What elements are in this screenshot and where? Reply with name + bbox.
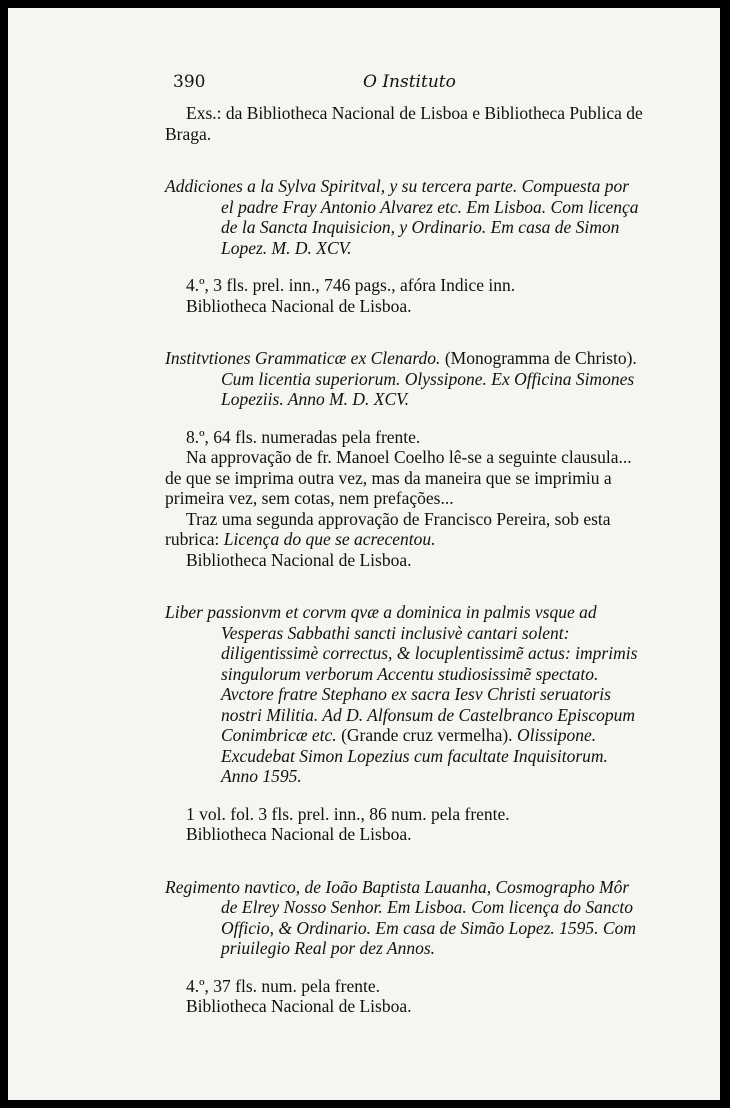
entry-title-italic: Olissipone. Excudebat Simon Lopezius cum facultate Inquisitorum. Anno 1595. <box>221 725 608 786</box>
entry-library: Bibliotheca Nacional de Lisboa. <box>186 295 412 316</box>
entry-title: Regimento navtico, de Ioão Baptista Lauanha, Cosmographo Môr de Elrey Nosso Senhor. Em Lisboa. Com licença do Sancto Officio, & Ordinario. Em casa de Simão Lopez. 1595. Com priuilegio Real por dez Annos. <box>165 876 636 958</box>
bibliographic-entry <box>165 877 645 1017</box>
entry-title <box>165 348 645 410</box>
entry-title-italic: Cum licentia superiorum. Olyssipone. Ex Officina Simones Lopeziis. Anno M. D. XCV. <box>221 368 635 409</box>
bibliographic-entry <box>165 602 645 845</box>
entry-format: 4.º, 3 fls. prel. inn., 746 pags., afóra Indice inn. <box>186 275 516 295</box>
entry-library: Bibliotheca Nacional de Lisboa. <box>186 996 412 1016</box>
entry-title-note: (Monogramma de Christo). <box>440 348 637 368</box>
entry-library: Bibliotheca Nacional de Lisboa. <box>186 824 412 844</box>
entry-title-italic: Institvtiones Grammaticæ ex Clenardo. <box>165 348 441 368</box>
page-body <box>165 103 645 1017</box>
entry-note-text: Traz uma segunda approvação de Francisco Pereira, sob esta rubrica: <box>165 508 611 549</box>
exemplars-note: Exs.: da Bibliotheca Nacional de Lisboa e Bibliotheca Publica de Braga. <box>165 103 643 144</box>
entry-library: Bibliotheca Nacional de Lisboa. <box>186 549 412 570</box>
entry-format: 1 vol. fol. 3 fls. prel. inn., 86 num. pela frente. <box>186 803 510 824</box>
entry-note: Na approvação de fr. Manoel Coelho lê-se a seguinte clausula... de que se imprima outra vez, mas da maneira que se imprimiu a primeira vez, sem cotas, nem prefações... <box>165 447 632 508</box>
entry-note <box>165 509 645 550</box>
page-header <box>173 72 653 98</box>
entry-title <box>165 602 645 787</box>
entry-format: 4.º, 37 fls. num. pela frente. <box>186 975 380 996</box>
entry-format: 8.º, 64 fls. numeradas pela frente. <box>186 426 421 447</box>
bibliographic-entry <box>165 176 645 316</box>
entry-note-italic: Licença do que se acrecentou. <box>223 529 436 549</box>
running-title: O Instituto <box>363 72 456 92</box>
bibliographic-entry <box>165 348 645 570</box>
entry-title-note: (Grande cruz vermelha). <box>336 725 517 745</box>
entry-title: Addiciones a la Sylva Spiritval, y su tercera parte. Compuesta por el padre Fray Antonio Alvarez etc. Em Lisboa. Com licença de la Sancta Inquisicion, y Ordinario. Em casa de Simon Lopez. M. D. XCV. <box>165 176 639 258</box>
entry-title-italic: Liber passionvm et corvm qvæ a dominica in palmis vsque ad Vesperas Sabbathi sancti inclusivè cantari solent: diligentissimè correctus, & locuplentissimẽ actus: imprimis singulorum verborum Accentu studiosissimẽ spectato. Avctore fratre Stephano ex sacra Iesv Christi seruatoris nostri Militia. Ad D. Alfonsum de Castelbranco Episcopum Conimbricæ etc. <box>165 602 638 745</box>
page-number: 390 <box>173 72 206 92</box>
